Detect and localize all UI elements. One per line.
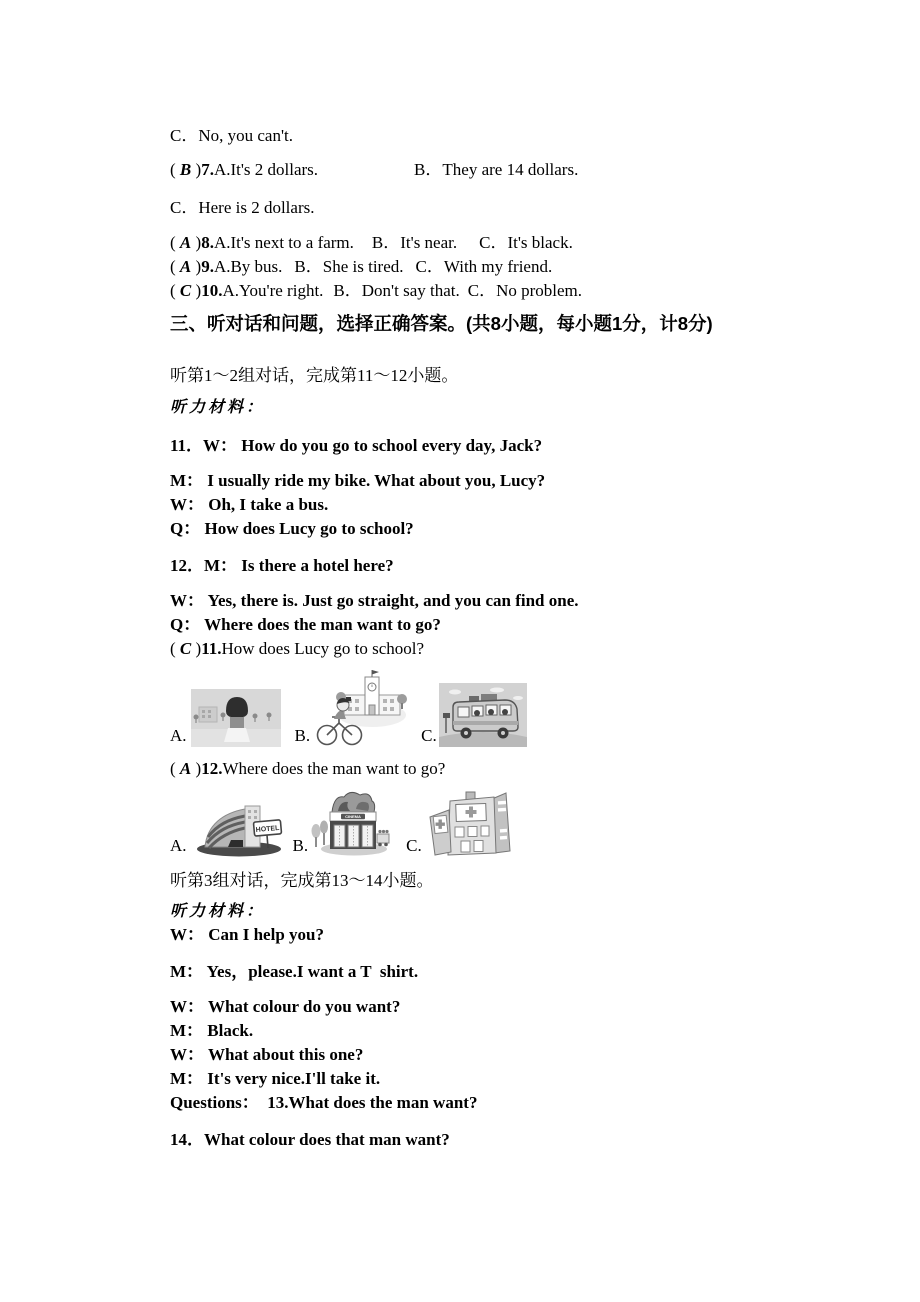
- dialogue1-line2: M： I usually ride my bike. What about you, Lucy?: [170, 471, 546, 490]
- q8-answer-letter: A: [179, 233, 192, 252]
- answer-paren-open: (: [170, 233, 180, 252]
- dialogue1-line1: 11．W： How do you go to school every day, Jack?: [170, 436, 543, 455]
- cinema-sign-text: CINEMA: [345, 814, 362, 820]
- dialogue3-line2: M： Yes，please.I want a T shirt.: [170, 962, 419, 981]
- q10-answer-letter: C: [179, 281, 192, 300]
- q7-answer-letter: B: [179, 160, 192, 179]
- listening-material-label: 听力材料：: [170, 399, 266, 416]
- dialogue3-line1: W： Can I help you?: [170, 925, 324, 944]
- q12-text: Where does the man want to go?: [222, 759, 446, 778]
- q9-number: 9.: [201, 257, 214, 276]
- answer-paren-open: (: [170, 759, 180, 778]
- dialogue2-line2: W： Yes, there is. Just go straight, and you can find one.: [170, 591, 579, 610]
- walking-person-image: [191, 689, 281, 747]
- answer-paren-open: (: [170, 257, 180, 276]
- q11-line: [170, 637, 860, 661]
- q9-answer-letter: A: [179, 257, 192, 276]
- q9-option-a: A.By bus.: [213, 257, 283, 276]
- q11-option-c-label: C.: [421, 726, 437, 745]
- q12-answer-letter: A: [179, 759, 192, 778]
- q9-option-c: C．With my friend.: [415, 257, 553, 276]
- cinema-image: [310, 787, 392, 857]
- q8-number: 8.: [201, 233, 214, 252]
- section3-heading: 三、听对话和问题，选择正确答案。(共8小题，每小题1分，计8分): [170, 313, 713, 334]
- dialogue2-line3: Q： Where does the man want to go?: [170, 615, 441, 634]
- q11-option-a-label: A.: [170, 726, 187, 745]
- q11-picture-options: [170, 667, 860, 747]
- q8-line: [170, 231, 860, 255]
- q10-line: [170, 279, 860, 303]
- question-14-line: 14．What colour does that man want?: [170, 1130, 450, 1149]
- q12-option-a-label: A.: [170, 836, 187, 855]
- q10-number: 10.: [201, 281, 223, 300]
- q7-number: 7.: [201, 160, 214, 179]
- bike-to-school-image: [312, 667, 407, 747]
- q12-option-b-label: B.: [292, 836, 309, 855]
- dialogue3-line4: M： Black.: [170, 1021, 254, 1040]
- hospital-image: [424, 789, 514, 857]
- answer-paren-open: (: [170, 281, 180, 300]
- q10-option-a: A.You're right.: [222, 281, 324, 300]
- school-bus-image: [439, 683, 527, 747]
- dialogue3-line6: M： It's very nice.I'll take it.: [170, 1069, 381, 1088]
- group3-intro: 听第3组对话，完成第13～14小题。: [170, 871, 434, 890]
- hotel-image: [195, 795, 283, 857]
- listening-material-label-2: 听力材料：: [170, 903, 266, 920]
- answer-paren-close: ): [191, 160, 202, 179]
- q12-line: [170, 757, 860, 781]
- q12-picture-options: [170, 787, 860, 857]
- q12-option-c-label: C.: [406, 836, 422, 855]
- answer-paren-close: ): [191, 639, 202, 658]
- answer-paren-close: ): [191, 233, 202, 252]
- q6-option-c: C．No, you can't.: [170, 126, 293, 145]
- q12-number: 12.: [201, 759, 223, 778]
- hotel-sign-text: HOTEL: [255, 824, 280, 834]
- q9-option-b: B．She is tired.: [294, 257, 404, 276]
- dialogue2-line1: 12．M： Is there a hotel here?: [170, 556, 394, 575]
- q7-option-c: C．Here is 2 dollars.: [170, 198, 315, 217]
- q7-option-b: B．They are 14 dollars.: [414, 160, 579, 179]
- answer-paren-close: ): [191, 281, 202, 300]
- answer-paren-close: ): [191, 759, 202, 778]
- q11-answer-letter: C: [179, 639, 192, 658]
- dialogue3-questions-line: Questions： 13.What does the man want?: [170, 1093, 478, 1112]
- q8-option-a: A.It's next to a farm.: [213, 233, 354, 252]
- answer-paren-open: (: [170, 639, 180, 658]
- dialogue1-line4: Q： How does Lucy go to school?: [170, 519, 414, 538]
- group12-intro: 听第1～2组对话，完成第11～12小题。: [170, 366, 459, 385]
- q9-line: [170, 255, 860, 279]
- q8-option-c: C．It's black.: [479, 233, 573, 252]
- dialogue1-line3: W： Oh, I take a bus.: [170, 495, 329, 514]
- q10-option-c: C．No problem.: [467, 281, 583, 300]
- answer-paren-open: (: [170, 160, 180, 179]
- answer-paren-close: ): [191, 257, 202, 276]
- q11-option-b-label: B.: [294, 726, 311, 745]
- dialogue3-line5: W： What about this one?: [170, 1045, 364, 1064]
- q11-number: 11.: [201, 639, 222, 658]
- q11-text: How does Lucy go to school?: [221, 639, 425, 658]
- q8-option-b: B．It's near.: [371, 233, 458, 252]
- dialogue3-line3: W： What colour do you want?: [170, 997, 401, 1016]
- q10-option-b: B．Don't say that.: [333, 281, 460, 300]
- q7-line: [170, 158, 860, 182]
- q7-option-a: A.It's 2 dollars.: [213, 160, 319, 179]
